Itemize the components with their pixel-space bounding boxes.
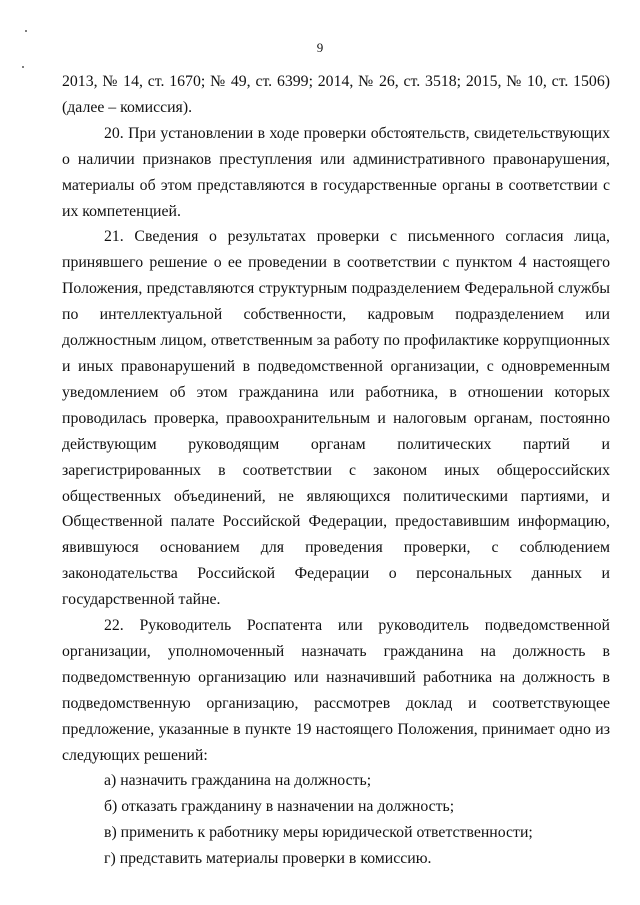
- page-number: 9: [316, 40, 324, 55]
- scan-speck: [22, 66, 24, 68]
- document-body: [62, 69, 610, 872]
- scan-speck: [25, 30, 27, 32]
- list-item-b: б) отказать гражданину в назначении на должность;: [104, 798, 455, 816]
- list-item-a: а) назначить гражданина на должность;: [104, 772, 372, 790]
- paragraph-continuation: 2013, № 14, ст. 1670; № 49, ст. 6399; 2014, № 26, ст. 3518; 2015, № 10, ст. 1506) (далее – комиссия).: [62, 73, 610, 116]
- list-item-d: г) представить материалы проверки в комиссию.: [104, 850, 432, 868]
- list-item-c: в) применить к работнику меры юридической ответственности;: [104, 824, 533, 842]
- paragraph-20: 20. При установлении в ходе проверки обстоятельств, свидетельствующих о наличии признаков преступления или административного правонарушения, материалы об этом представляются в государственные органы в соответствии с их компетенцией.: [62, 124, 610, 220]
- paragraph-22: 22. Руководитель Роспатента или руководитель подведомственной организации, уполномоченный назначать гражданина на должность в подведомственную организацию или назначивший работника на должность в подведомственную организацию, рассмотрев доклад и соответствующее предложение, указанные в пункте 19 настоящего Положения, принимает одно из следующих решений:: [62, 617, 610, 764]
- paragraph-21: 21. Сведения о результатах проверки с письменного согласия лица, принявшего решение о ее проведении в соответствии с пунктом 4 настоящего Положения, представляются структурным подразделением Федеральной службы по интеллектуальной собственности, кадровым подразделением или должностным лицом, ответственным за работу по профилактике коррупционных и иных правонарушений в подведомственной организации, с одновременным уведомлением об этом гражданина или работника, в отношении которых проводилась проверка, правоохранительным и налоговым органам, постоянно действующим руководящим органам политических партий и зарегистрированных в соответствии с законом иных общероссийских общественных объединений, не являющихся политическими партиями, и Общественной палате Российской Федерации, предоставившим информацию, явившуюся основанием для проведения проверки, с соблюдением законодательства Российской Федерации о персональных данных и государственной тайне.: [62, 228, 610, 609]
